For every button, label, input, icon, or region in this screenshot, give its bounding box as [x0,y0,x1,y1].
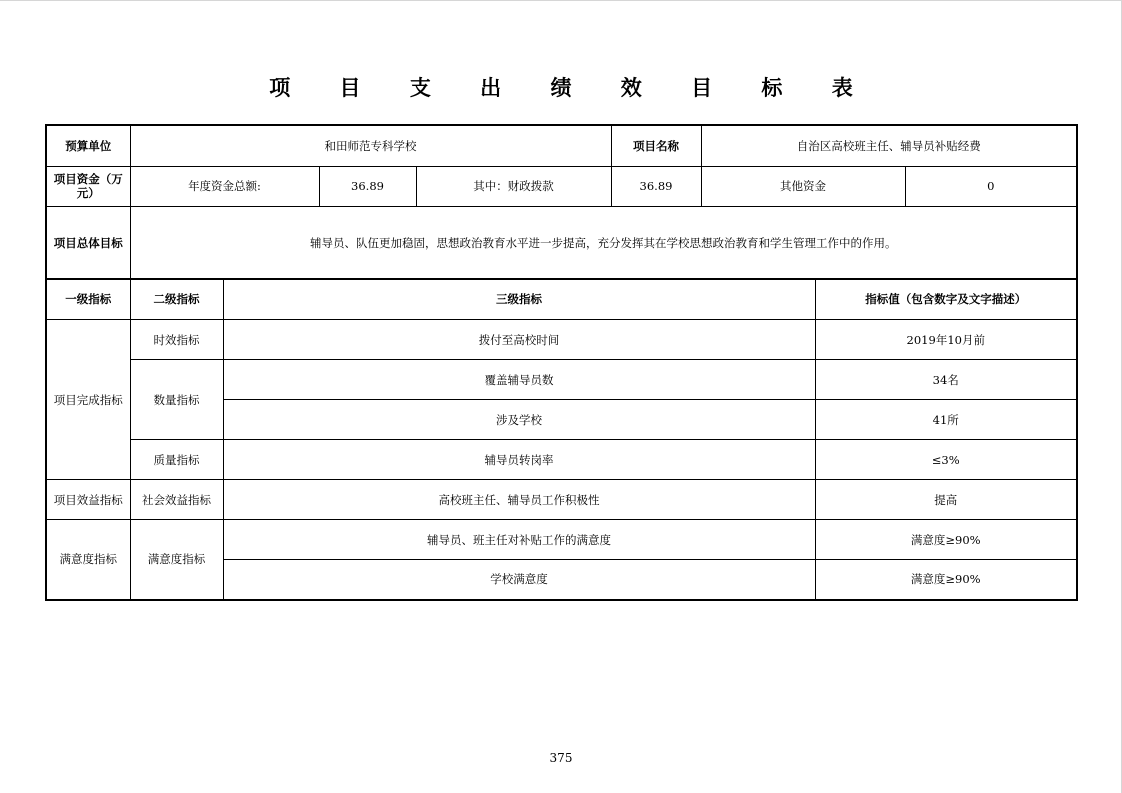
group-satisfaction: 满意度指标 [46,520,130,600]
sub-quantity: 数量指标 [130,360,223,440]
indicator-value: 提高 [815,480,1077,520]
indicator-name: 涉及学校 [223,400,815,440]
level2-header: 二级指标 [130,279,223,320]
indicator-value: ≤3% [815,440,1077,480]
project-name-label: 项目名称 [611,125,701,166]
indicator-value: 41所 [815,400,1077,440]
table-row [46,480,1077,520]
indicator-value: 满意度≥90% [815,520,1077,560]
sub-social: 社会效益指标 [130,480,223,520]
indicator-name: 辅导员转岗率 [223,440,815,480]
overall-goal-text: 辅导员、队伍更加稳固，思想政治教育水平进一步提高，充分发挥其在学校思想政治教育和学生管理工作中的作用。 [130,206,1077,279]
table-row [46,320,1077,360]
indicator-value: 满意度≥90% [815,560,1077,600]
budget-unit-label: 预算单位 [46,125,130,166]
indicator-name: 覆盖辅导员数 [223,360,815,400]
value-header: 指标值（包含数字及文字描述） [815,279,1077,320]
overall-goal-row [46,206,1077,279]
funds-row [46,166,1077,206]
fiscal-value: 36.89 [611,166,701,206]
page-edge-top [0,0,1122,1]
table-row [46,440,1077,480]
indicator-name: 拨付至高校时间 [223,320,815,360]
indicators-header-row [46,279,1077,320]
level1-header: 一级指标 [46,279,130,320]
budget-unit-value: 和田师范专科学校 [130,125,611,166]
indicator-value: 34名 [815,360,1077,400]
sub-quality: 质量指标 [130,440,223,480]
sub-satisfaction: 满意度指标 [130,520,223,600]
other-funds-label: 其他资金 [701,166,905,206]
overall-goal-label: 项目总体目标 [46,206,130,279]
budget-unit-row [46,125,1077,166]
annual-total-label: 年度资金总额: [130,166,319,206]
indicator-name: 辅导员、班主任对补贴工作的满意度 [223,520,815,560]
table-row [46,520,1077,560]
project-info-table [45,124,1078,280]
funds-label: 项目资金（万元） [46,166,130,206]
page-title: 项 目 支 出 绩 效 目 标 表 [269,76,874,100]
annual-total-value: 36.89 [319,166,416,206]
fiscal-label: 其中：财政拨款 [416,166,611,206]
project-name-value: 自治区高校班主任、辅导员补贴经费 [701,125,1077,166]
indicator-name: 高校班主任、辅导员工作积极性 [223,480,815,520]
table-row [46,360,1077,400]
other-funds-value: 0 [905,166,1077,206]
group-benefit: 项目效益指标 [46,480,130,520]
page-number: 375 [549,751,573,765]
group-completion: 项目完成指标 [46,320,130,480]
level3-header: 三级指标 [223,279,815,320]
indicator-value: 2019年10月前 [815,320,1077,360]
indicator-name: 学校满意度 [223,560,815,600]
indicators-table [45,278,1078,601]
sub-timeliness: 时效指标 [130,320,223,360]
